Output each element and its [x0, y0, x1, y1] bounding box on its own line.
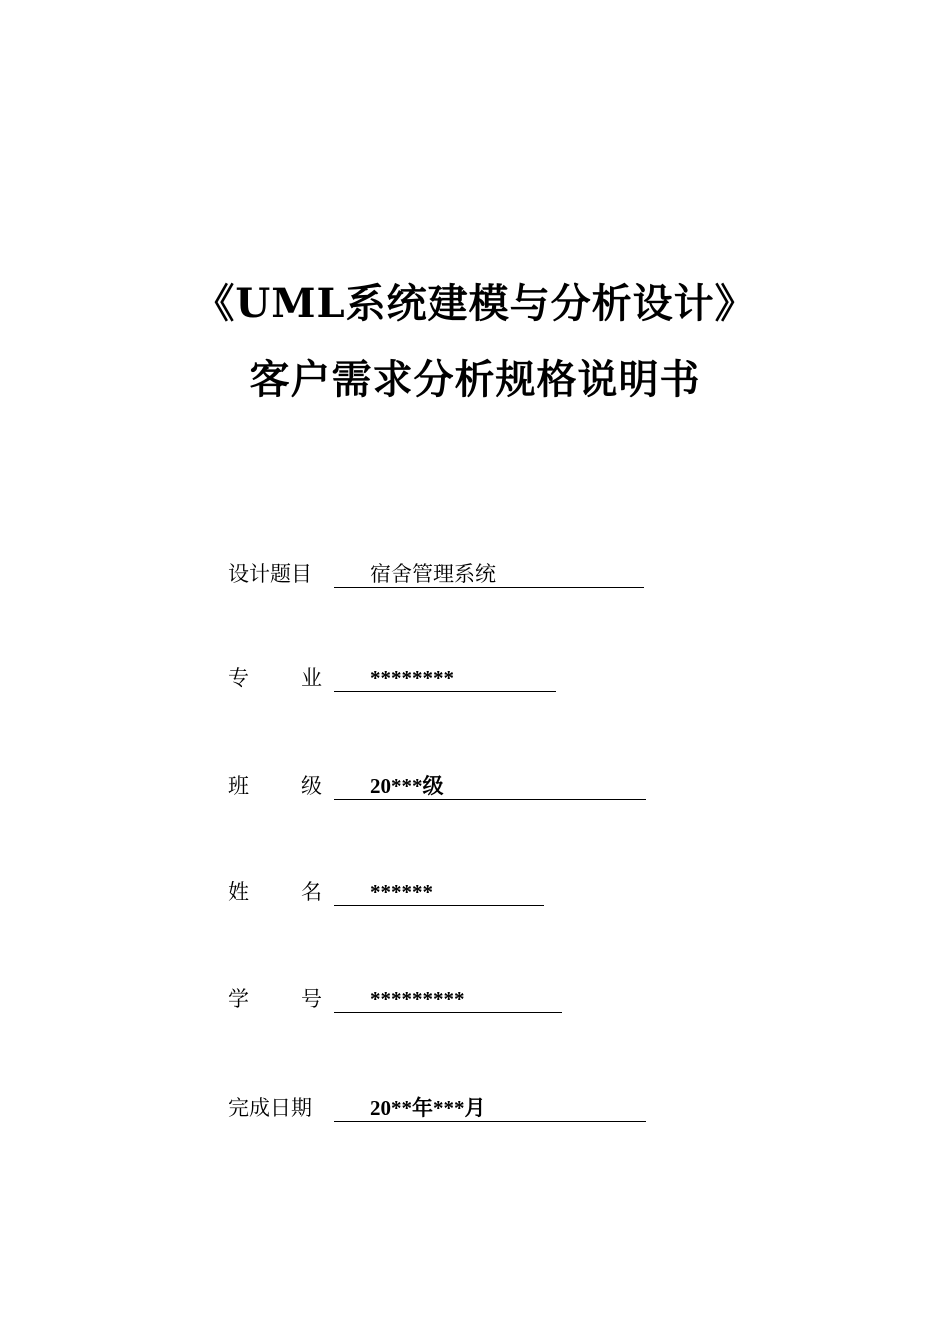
- class-label-char-1: 班: [228, 774, 249, 798]
- class-label: [228, 771, 322, 801]
- student-id-value: *********: [334, 984, 562, 1013]
- topic-label: 设计题目: [228, 562, 312, 586]
- name-value: ******: [334, 877, 544, 906]
- student-id-label: [228, 984, 322, 1014]
- student-id-label-char-1: 学: [228, 987, 249, 1011]
- name-label-char-2: 名: [301, 880, 322, 904]
- finish-date-value: 20**年***月: [334, 1093, 646, 1122]
- topic-value: 宿舍管理系统: [334, 559, 644, 588]
- name-label: [228, 877, 322, 907]
- student-id-label-char-2: 号: [301, 987, 322, 1011]
- major-label-char-1: 专: [228, 666, 249, 690]
- name-label-char-1: 姓: [228, 880, 249, 904]
- major-label-char-2: 业: [301, 666, 322, 690]
- class-label-char-2: 级: [301, 774, 322, 798]
- cover-title-line-2: 客户需求分析规格说明书: [249, 356, 701, 403]
- cover-title-line-1: 《UML系统建模与分析设计》: [194, 280, 756, 327]
- major-value: ********: [334, 663, 556, 692]
- major-label: [228, 663, 322, 693]
- class-value: 20***级: [334, 771, 646, 800]
- finish-date-label: 完成日期: [228, 1096, 312, 1120]
